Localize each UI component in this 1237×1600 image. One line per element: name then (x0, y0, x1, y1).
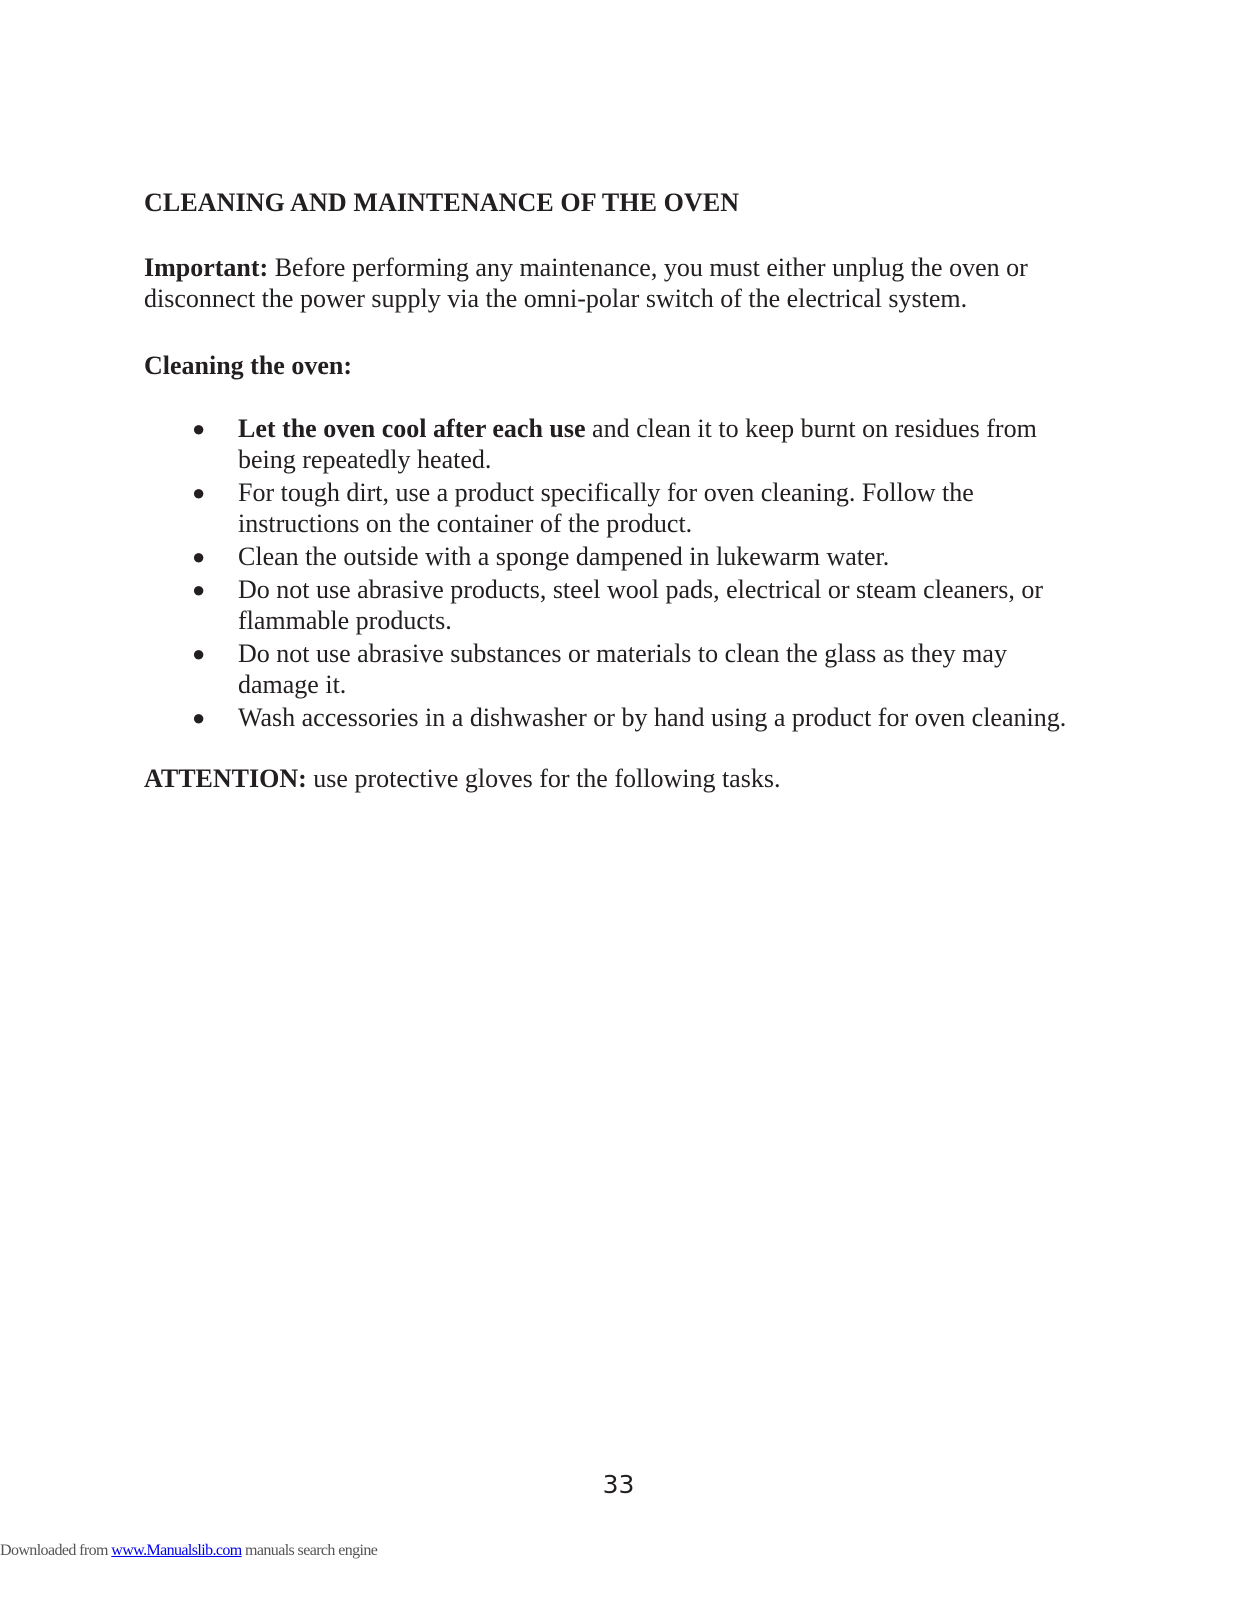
bullet-icon: ● (192, 480, 206, 505)
important-label: Important: (144, 253, 269, 282)
attention-note (144, 763, 1094, 794)
list-item-text: Clean the outside with a sponge dampened in lukewarm water. (238, 542, 890, 571)
bullet-icon: ● (192, 544, 206, 569)
section-heading: Cleaning the oven: (144, 351, 352, 380)
list-item-text: Do not use abrasive substances or materials to clean the glass as they may damage it. (238, 639, 1007, 699)
bullet-icon: ● (192, 577, 206, 602)
list-item (144, 574, 1094, 636)
bullet-icon: ● (192, 416, 206, 441)
important-text: Before performing any maintenance, you must either unplug the oven or disconnect the power supply via the omni-polar switch of the electrical system. (144, 253, 1028, 313)
page-number: 33 (602, 1470, 635, 1499)
list-item-bold: Let the oven cool after each use (238, 414, 586, 443)
attention-text: use protective gloves for the following tasks. (306, 764, 781, 793)
bullet-icon: ● (192, 705, 206, 730)
download-footer (0, 1542, 377, 1560)
footer-suffix: manuals search engine (241, 1542, 378, 1559)
list-item (144, 477, 1094, 539)
list-item-text: and clean it to keep burnt on residues from being repeatedly heated. (238, 414, 1037, 474)
page-title: CLEANING AND MAINTENANCE OF THE OVEN (144, 188, 740, 217)
list-item (144, 413, 1094, 475)
footer-prefix: Downloaded from (0, 1542, 112, 1559)
attention-label: ATTENTION: (144, 764, 307, 793)
list-item-text: Do not use abrasive products, steel wool pads, electrical or steam cleaners, or flammable products. (238, 575, 1043, 635)
bullet-icon: ● (192, 641, 206, 666)
list-item (144, 702, 1094, 733)
page-content (144, 184, 1094, 794)
list-item (144, 638, 1094, 700)
important-note (144, 252, 1094, 314)
manualslib-link[interactable]: www.Manualslib.com (111, 1542, 242, 1559)
list-item (144, 541, 1094, 572)
cleaning-list (144, 413, 1094, 733)
list-item-text: Wash accessories in a dishwasher or by hand using a product for oven cleaning. (238, 703, 1067, 732)
list-item-text: For tough dirt, use a product specifically for oven cleaning. Follow the instructions on the container of the product. (238, 478, 974, 538)
